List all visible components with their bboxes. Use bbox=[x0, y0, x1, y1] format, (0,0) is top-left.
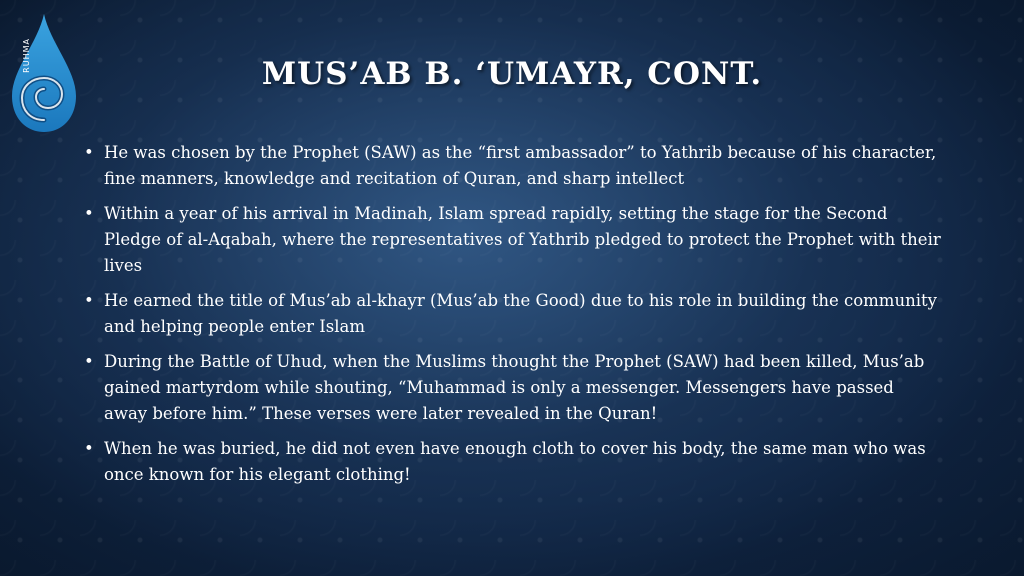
bullet-text: He was chosen by the Prophet (SAW) as the “first ambassador” to Yathrib because of his character, fine manners, knowledge and recitation of Quran, and sharp intellect bbox=[104, 143, 937, 188]
bullet-item bbox=[82, 436, 942, 488]
bullet-dot-icon: • bbox=[84, 352, 94, 371]
bullet-item bbox=[82, 349, 942, 427]
bullet-text: Within a year of his arrival in Madinah, Islam spread rapidly, setting the stage for the Second Pledge of al-Aqabah, where the representatives of Yathrib pledged to protect the Prophet with their lives bbox=[104, 204, 941, 275]
bullet-list bbox=[82, 140, 942, 497]
bullet-item bbox=[82, 140, 942, 192]
bullet-dot-icon: • bbox=[84, 143, 94, 162]
bullet-item bbox=[82, 201, 942, 279]
slide-title: MUS’AB B. ‘UMAYR, CONT. bbox=[261, 56, 763, 92]
bullet-text: During the Battle of Uhud, when the Muslims thought the Prophet (SAW) had been killed, Mus’ab gained martyrdom while shouting, “Muhammad is only a messenger. Messengers have passed away before him.” These verses were later revealed in the Quran! bbox=[104, 352, 925, 423]
bullet-text: He earned the title of Mus’ab al-khayr (Mus’ab the Good) due to his role in building the community and helping people enter Islam bbox=[104, 291, 937, 336]
bullet-dot-icon: • bbox=[84, 439, 94, 458]
logo-text: RUHMA bbox=[22, 38, 31, 73]
bullet-text: When he was buried, he did not even have enough cloth to cover his body, the same man who was once known for his elegant clothing! bbox=[104, 439, 926, 484]
bullet-dot-icon: • bbox=[84, 204, 94, 223]
bullet-dot-icon: • bbox=[84, 291, 94, 310]
bullet-item bbox=[82, 288, 942, 340]
